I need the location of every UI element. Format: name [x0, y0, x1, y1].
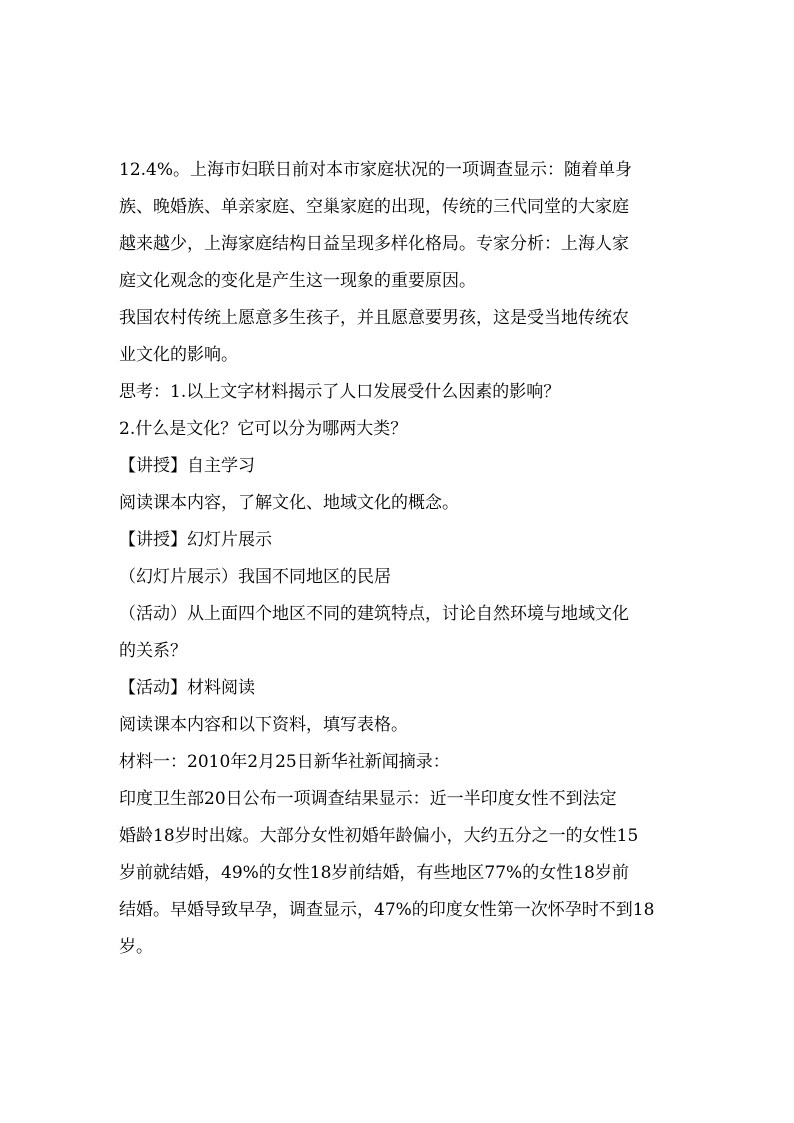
section-heading: 【活动】材料阅读: [119, 678, 255, 698]
document-body: [119, 152, 679, 966]
section-heading: 【讲授】幻灯片展示: [119, 530, 272, 550]
text-line: 庭文化观念的变化是产生这一现象的重要原因。: [119, 271, 476, 291]
text-line: 岁。: [119, 937, 153, 957]
text-line: 材料一：2010年2月25日新华社新闻摘录：: [119, 752, 450, 772]
text-line: 12.4%。上海市妇联日前对本市家庭状况的一项调查显示：随着单身: [119, 160, 633, 180]
text-line: 印度卫生部20日公布一项调查结果显示：近一半印度女性不到法定: [119, 789, 617, 809]
text-line: 岁前就结婚，49%的女性18岁前结婚，有些地区77%的女性18岁前: [119, 863, 629, 883]
text-line: 族、晚婚族、单亲家庭、空巢家庭的出现，传统的三代同堂的大家庭: [119, 197, 629, 217]
text-line: 结婚。早婚导致早孕，调查显示，47%的印度女性第一次怀孕时不到18: [119, 900, 655, 920]
text-line: （活动）从上面四个地区不同的建筑特点，讨论自然环境与地域文化: [119, 604, 629, 624]
text-line: 阅读课本内容，了解文化、地域文化的概念。: [119, 493, 459, 513]
text-line: 阅读课本内容和以下资料，填写表格。: [119, 715, 408, 735]
text-line: 婚龄18岁时出嫁。大部分女性初婚年龄偏小，大约五分之一的女性15: [119, 826, 639, 846]
text-line: 我国农村传统上愿意多生孩子，并且愿意要男孩，这是受当地传统农: [119, 308, 629, 328]
text-line: （幻灯片展示）我国不同地区的民居: [119, 567, 391, 587]
text-line: 思考：1.以上文字材料揭示了人口发展受什么因素的影响？: [119, 382, 561, 402]
section-heading: 【讲授】自主学习: [119, 456, 255, 476]
text-line: 越来越少，上海家庭结构日益呈现多样化格局。专家分析：上海人家: [119, 234, 629, 254]
text-line: 的关系？: [119, 641, 187, 661]
text-line: 业文化的影响。: [119, 345, 238, 365]
text-line: 2.什么是文化？它可以分为哪两大类？: [119, 419, 408, 439]
